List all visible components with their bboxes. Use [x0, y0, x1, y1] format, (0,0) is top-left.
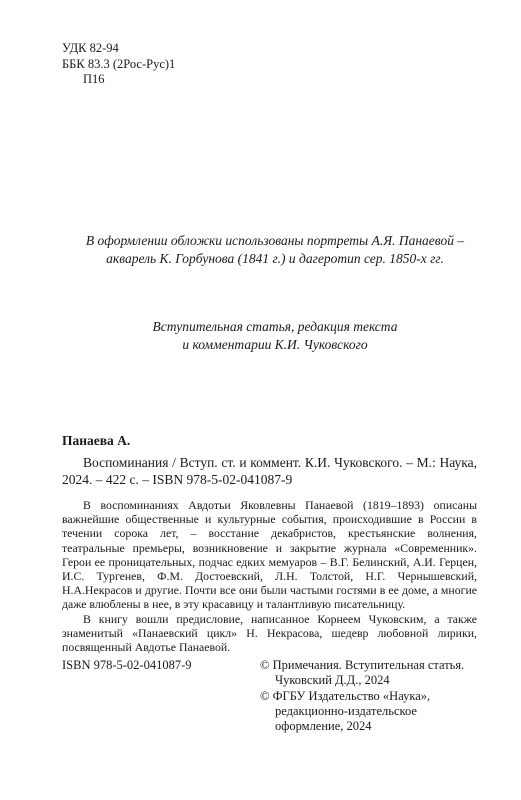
record-author: Панаева А. [62, 433, 131, 448]
copyright-line: редакционно-издательское [275, 703, 417, 718]
cover-note-line: В оформлении обложки использованы портреты А.Я. Панаевой – [85, 233, 465, 248]
abstract [62, 498, 477, 654]
cover-note [40, 232, 510, 268]
abstract-paragraph: В книгу вошли предисловие, написанное Корнеем Чуковским, а также знаменитый «Панаевский цикл» Н. Некрасова, шедевр любовной лирики, посвященный Авдотье Панаевой. [62, 611, 477, 655]
editor-note-line: и комментарии К.И. Чуковского [182, 337, 368, 352]
copyright-line: © Примечания. Вступительная статья. [260, 658, 465, 672]
abstract-paragraph: В воспоминаниях Авдотьи Яковлевны Панаевой (1819–1893) описаны важнейшие общественные и культурные события, происходившие в России в течении сорока лет, – восстание декабристов, крестьянские волнения, театральные премьеры, возникновение и закрытие журнала «Современник». Герои ее проницательных, подчас едких мемуаров – В.Г. Белинский, А.И. Герцен, И.С. Тургенев, Ф.М. Достоевский, Л.Н. Толстой, Н.Г. Чернышевский, Н.А.Некрасов и другие. Почти все они были частыми гостями в ее доме, а многие даже влюблены в нее, в эту красавицу и талантливую писательницу. [62, 498, 477, 612]
cover-note-line: акварель К. Горбунова (1841 г.) и дагеротип сер. 1850-х гг. [106, 251, 444, 266]
record-description: Воспоминания / Вступ. ст. и коммент. К.И. Чуковского. – М.: Наука, 2024. – 422 с. – ISBN 978-5-02-041087-9 [62, 455, 477, 487]
isbn: ISBN 978-5-02-041087-9 [62, 658, 192, 672]
udk-code: УДК 82-94 [62, 41, 119, 55]
copyright-line: Чуковский Д.Д., 2024 [275, 673, 390, 688]
classification-codes [62, 41, 175, 88]
bbk-code: ББК 83.3 (2Рос-Рус)1 [62, 56, 176, 71]
copyright-line: оформление, 2024 [275, 719, 372, 734]
editor-note [40, 318, 510, 354]
copyright-block [260, 658, 464, 734]
copyright-line: © ФГБУ Издательство «Наука», [260, 688, 431, 703]
author-mark: П16 [83, 72, 105, 86]
editor-note-line: Вступительная статья, редакция текста [152, 319, 398, 334]
